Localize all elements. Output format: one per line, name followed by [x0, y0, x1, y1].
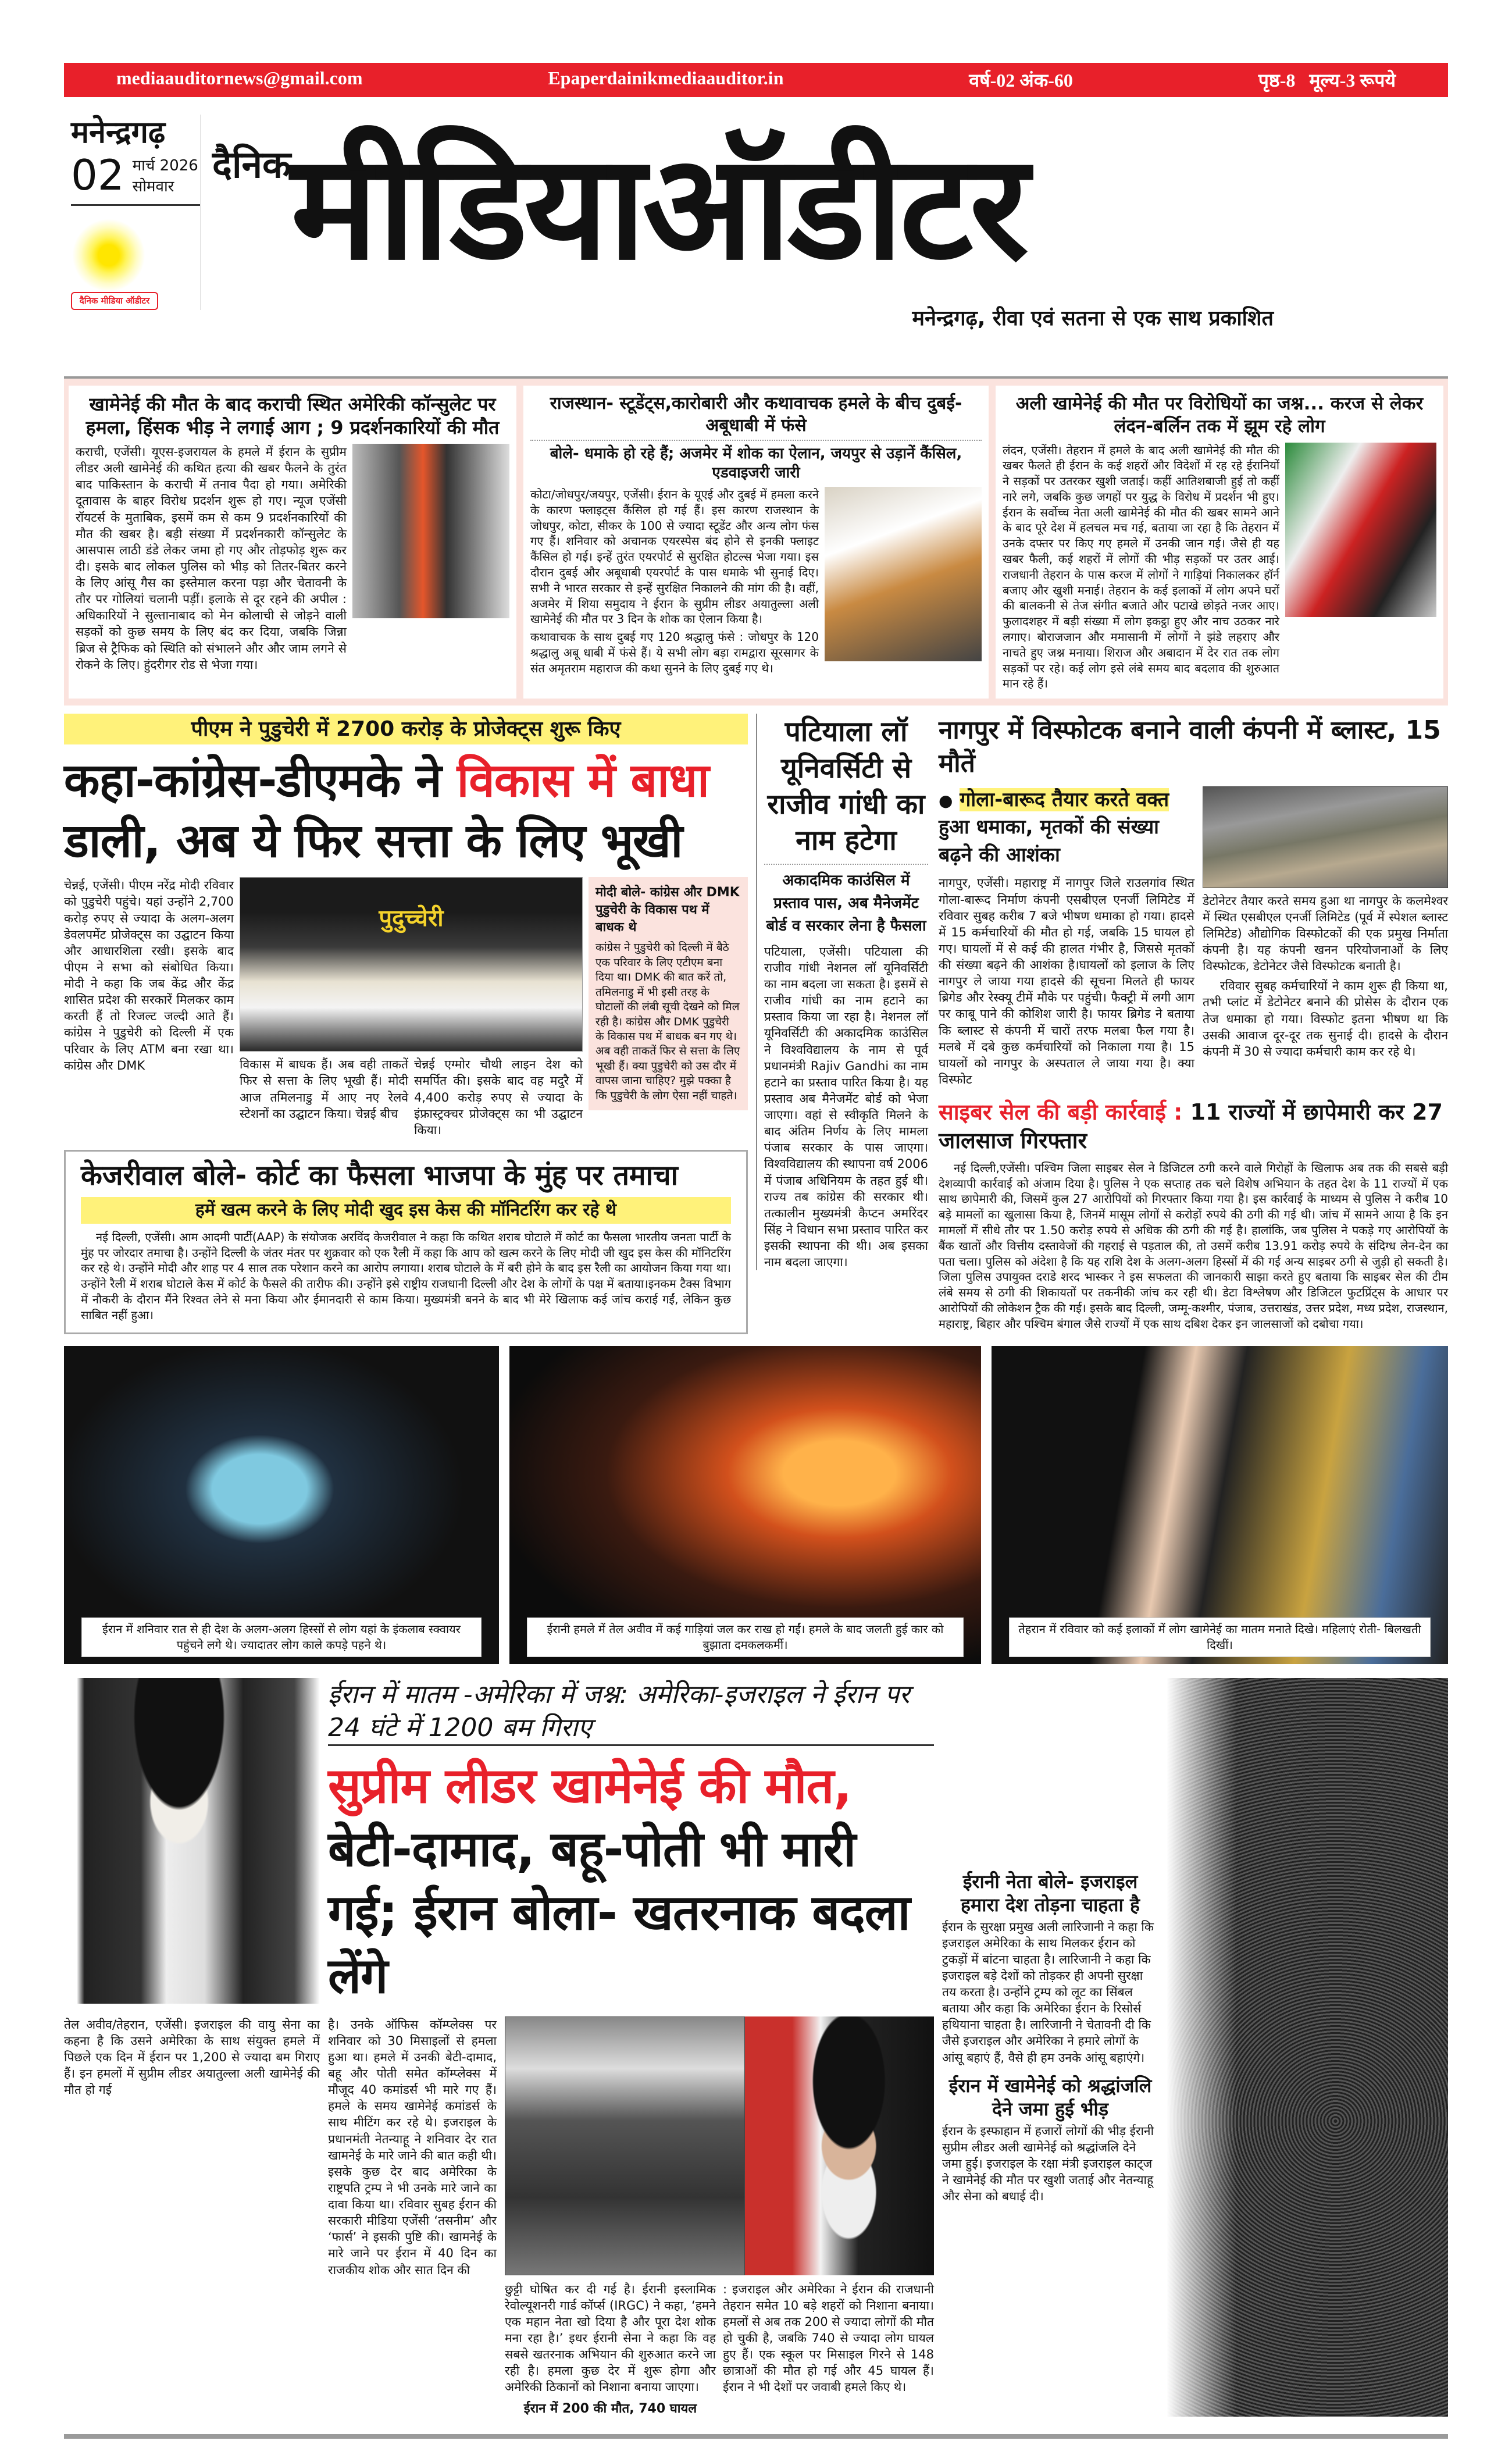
masthead-title: मीडियाऑडीटर: [291, 123, 1026, 292]
khamenei-portrait-photo: [745, 2016, 934, 2275]
headline-red-part: सुप्रीम लीडर खामेनेई की मौत,: [328, 1756, 852, 1814]
sidebar-heading: ईरान में खामेनेई को श्रद्धांजलि देने जमा हुई भीड़: [948, 2074, 1152, 2120]
masthead: [64, 115, 1448, 365]
headline: खामेनेई की मौत के बाद कराची स्थित अमेरिकी कॉन्सुलेट पर हमला, हिंसक भीड़ ने लगाई आग ; 9 प्रदर्शनकारियों की मौत: [85, 393, 500, 439]
story-kejriwal: [64, 1150, 748, 1334]
date-day: 02: [71, 151, 124, 200]
sidebar-heading: मोदी बोले- कांग्रेस और DMK पुडुचेरी के विकास पथ में बाधक थे: [595, 885, 740, 935]
photo-caption: ईरान में शनिवार रात से ही देश के अलग-अलग हिस्सों से लोग यहां के इंकलाब स्क्वायर पहुंचने लगे थे। ज्यादातर लोग काले कपड़े पहने थे।: [81, 1617, 482, 1657]
headline: केजरीवाल बोले- कोर्ट का फैसला भाजपा के मुंह पर तमाचा: [81, 1159, 678, 1192]
headline-part: कहा-कांग्रेस-डीएमके ने: [64, 753, 457, 808]
headline-part: डाली, अब ये फिर सत्ता के लिए भूखी: [64, 814, 683, 868]
subheadline: अकादमिक काउंसिल में प्रस्ताव पास, अब मैनेजमेंट बोर्ड व सरकार लेना है फैसला: [766, 871, 926, 935]
modi-body: चेन्नई, एजेंसी। पीएम नरेंद्र मोदी रविवार को पुडुचेरी पहुंचे। यहां उन्होंने 2,700 करोड़ रुपए से ज्यादा के अलग-अलग डेवलपमेंट प्रोजेक्ट्स का उद्घाटन किया और आधारशिला रखी। इसके बाद पीएम ने सभा को संबोधित किया। मोदी ने कहा कि जब केंद्र और केंद्र शासित प्रदेश की सरकारें मिलकर काम करती हैं तो रिजल्ट जल्दी आते हैं। कांग्रेस ने पुडुचेरी को दिल्ली में एक परिवार के लिए ATM बना रखा था। कांग्रेस और DMK: [64, 878, 234, 1073]
sub-highlight: गोला-बारूद तैयार करते वक्त: [960, 788, 1169, 811]
photo-caption: तेहरान में रविवार को कई इलाकों में लोग खामेनेई का मातम मनाते दिखे। महिलाएं रोती- बिलखती दिखीं।: [1009, 1617, 1431, 1657]
story-karachi: [69, 386, 516, 699]
headline-part: भी मारी गई; ईरान बोला- खतरनाक बदला लेंगे: [328, 1820, 910, 2005]
lead-col-b: है। उनके ऑफिस कॉम्प्लेक्स पर शनिवार को 30 मिसाइलों से हमला हुआ था। हमले में उनकी बेटी-दामाद, बहू और पोती समेत कॉम्प्लेक्स में मौजूद 40 कमांडर्स भी मारे गए हैं। हमले के समय खामेनेई कमांडर्स के साथ मीटिंग कर रहे थे। इजराइल के प्रधानमंती नेतन्याहू ने शनिवार देर रात खामनेई के मारे जाने की बात कही थी। इसके कुछ देर बाद अमेरिका के राष्ट्रपति ट्रम्प ने भी उनके मारे जाने का दावा किया था। रविवार सुबह ईरान की सरकारी मीडिया एजेंसी ‘तसनीम’ और ‘फार्स’ ने इसकी पुष्टि की। खामनेई के मारे जाने पर ईरान में 40 दिन का राजकीय शोक और सात दिन की: [328, 2017, 497, 2277]
headline: अली खामेनेई की मौत पर विरोधियों का जश्न... करज से लेकर लंदन-बर्लिन तक में झूम रहे लोग: [1015, 393, 1424, 437]
stranded-people-photo: [825, 487, 982, 661]
story-celebration: [996, 386, 1443, 699]
headline-part: 11 राज्यों में छापेमारी कर 27 जालसाज गिरफ्तार: [939, 1099, 1443, 1154]
burning-car-photo: [509, 1346, 981, 1664]
middle-section: [64, 714, 1448, 1334]
page-number: पृष्ठ-8: [1258, 70, 1296, 91]
kicker-highlight: पीएम ने पुडुचेरी में 2700 करोड़ के प्रोजेक्ट्स शुरू किए: [64, 714, 748, 744]
lead-kicker: ईरान में मातम -अमेरिका में जश्न: अमेरिका-इजराइल ने ईरान पर 24 घंटे में 1200 बम गिराए: [328, 1678, 934, 1746]
article-body: कोटा/जोधपुर/जयपुर, एजेंसी। ईरान के यूएई और दुबई में हमला करने के कारण फ्लाइट्स कैंसिल हो गई हैं। इस कारण राजस्थान के जोधपुर, कोटा, सीकर के 100 से ज्यादा स्टूडेंट और अन्य लोग फंस गए हैं। शनिवार को अचानक एयरस्पेस बंद होने से इनकी फ्लाइट कैंसिल हो गई। इन्हें तुरंत एयरपोर्ट से सुरक्षित होटल्स भेजा गया। इस दौरान दुबई और अबूधाबी एयरपोर्ट के पास धमाके भी सुनाई दिए। सभी ने भारत सरकार से इन्हें सुरक्षित निकालने की मांग की है। वहीं, अजमेर में शिया समुदाय ने ईरान के सुप्रीम लीडर अयातुल्ला अली खामेनेई की मौत पर 3 दिन के शोक का ऐलान किया है।: [530, 487, 819, 626]
story-patiala: [756, 714, 930, 1270]
right-column: [939, 714, 1448, 1331]
cyber-body: नई दिल्ली,एजेंसी। पश्चिम जिला साइबर सेल ने डिजिटल ठगी करने वाले गिरोहों के खिलाफ अब तक की सबसे बड़ी देशव्यापी कार्रवाई को अंजाम दिया है। पुलिस ने एक सप्ताह तक चले विशेष अभियान के तहत देश के 11 राज्यों में एक साथ छापेमारी की, जिसमें कुल 27 आरोपियों को गिरफ्तार किया गया है। इस कार्रवाई के माध्यम से पुलिस ने करीब 10 बड़े मामलों का खुलासा किया है, जिनमें मासूम लोगों से करोड़ों रुपये की ठगी की गई थी। जांच में सामने आया है कि इन मामलों में सीधे तौर पर 1.50 करोड़ रुपये से अधिक की ठगी की गई है। हालांकि, जब पुलिस ने पकड़े गए आरोपियों के बैंक खातों और वित्तीय दस्तावेजों की गहराई से पड़ताल की, तो उसमें करीब 13.91 करोड़ रुपये के संदिग्ध लेन-देन का पता चला। पुलिस को अंदेशा है कि यह राशि देश के अलग-अलग हिस्सों में की गई अन्य साइबर ठगी से जुड़ी हो सकती है। जिला पुलिस उपायुक्त दराडे शरद भास्कर ने इस सफलता की जानकारी साझा करते हुए बताया कि साइबर सेल की टीम लंबे समय से ठगी की शिकायतों पर तकनीकी जांच कर रही थी। डेटा विश्लेषण और डिजिटल फुटप्रिंट्स के आधार पर आरोपियों की लोकेशन ट्रैक की गई। इसके बाद दिल्ली, जम्मू-कश्मीर, पंजाब, उत्तराखंड, उत्तर प्रदेश, मध्य प्रदेश, राजस्थान, महाराष्ट्र, बिहार और पश्चिम बंगाल जैसे राज्यों में एक साथ दबिश देकर इन जालसाजों को दबोचा गया।: [939, 1160, 1448, 1331]
bullet-icon: ●: [939, 790, 953, 810]
modi-body-2: विकास में बाधक हैं। अब वही ताकतें फिर से सत्ता के लिए भूखी हैं। मोदी आज तमिलनाडु में आए नए रेलवे स्टेशनों का उद्घाटन किया। चेन्नई बीच: [240, 1057, 408, 1121]
blast-site-photo: [1203, 786, 1448, 888]
article-body: कराची, एजेंसी। यूएस-इजरायल के हमले में ईरान के सुप्रीम लीडर अली खामेनेई की कथित हत्या की खबर फैलने के तुरंत बाद पाकिस्तान के कराची में तनाव पैदा हो गया। अमेरिकी दूतावास के बाहर विरोध प्रदर्शन शुरू हो गए। न्यूज एजेंसी रॉयटर्स के मुताबिक, इसमें कम से कम 9 प्रदर्शनकारियों की मौत की खबर है। बड़ी संख्या में प्रदर्शनकारी कॉन्सुलेट के आसपास लाठी डंडे लेकर जमा हो गए और तोड़फोड़ शुरू कर दी। इसके बाद लोकल पुलिस को भीड़ को तितर-बितर करने के लिए आंसू गैस का इस्तेमाल करना पड़ा और चेतावनी के तौर पर गोलियां चलानी पड़ीं। इलाके से दूर रहने की अपील : अधिकारियों ने सुल्तानाबाद को मेन कोलाची से जोड़ने वाली सड़कों को कुछ समय के लिए बंद कर दिया, जबकि जिन्ना ब्रिज से ट्रैफिक को स्थिति को संभालने और और जाम लगने से रोकने के लिए। हुंदरीगर रोड से भेजा गया।: [76, 445, 347, 672]
celebration-photo: [1285, 443, 1436, 617]
nagpur-body-2: डेटोनेटर तैयार करते समय हुआ था नागपुर के कलमेश्वर में स्थित एसबीएल एनर्जी लिमिटेड (पूर्व में स्पेशल ब्लास्ट लिमिटेड) औद्योगिक विस्फोटकों की एक प्रमुख निर्माता कंपनी है। यह कंपनी खनन परियोजनाओं के लिए विस्फोटक, डेटोनेटर जैसे विस्फोटक बनाती है।: [1203, 893, 1448, 974]
edition-city: मनेन्द्रगढ़: [71, 115, 166, 150]
lead-col-c-heading: ईरान में 200 की मौत, 740 घायल: [523, 2401, 697, 2416]
modi-event-photo: [240, 877, 583, 1052]
story-rajasthan: [523, 386, 989, 699]
banner-text: पुदुच्चेरी: [379, 905, 444, 932]
top-stories-box: [64, 376, 1448, 706]
masthead-tagline: मनेन्द्रगढ़, रीवा एवं सतना से एक साथ प्रकाशित: [912, 307, 1274, 330]
lead-story: [64, 1678, 1448, 2417]
headline-part: बेटी-दामाद, बहू-पोती: [328, 1820, 703, 1878]
photo-caption: ईरानी हमले में तेल अवीव में कई गाड़ियां जल कर राख हो गईं। हमले के बाद जलती हुई कार को बुझाता दमकलकर्मी।: [527, 1617, 964, 1657]
lead-col-a: तेल अवीव/तेहरान, एजेंसी। इजराइल की वायु सेना का कहना है कि उसने अमेरिका के साथ संयुक्त हमले में पिछले एक दिन में ईरान पर 1,200 से ज्यादा बम गिराए हैं। इन हमलों में सुप्रीम लीडर अयातुल्ला अली खामेनेई की मौत हो गई: [64, 2017, 320, 2097]
sub-rest: हुआ धमाका, मृतकों की संख्या बढ़ने की आशंका: [939, 815, 1159, 867]
sidebar-body: ईरान के सुरक्षा प्रमुख अली लारिजानी ने कहा कि इजराइल अमेरिका के साथ मिलकर ईरान को टुकड़ों में बांटना चाहता है। लारिजानी ने कहा कि इजराइल बड़े देशों को तोड़कर ही अपनी सुरक्षा तय करता है। उन्होंने ट्रम्प को लूट का सिंबल बताया और कहा कि अमेरिका ईरान के रिसोर्स हथियाना चाहता है। लारिजानी ने चेतावनी दी कि जैसे इजराइल और अमेरिका ने हमारे लोगों के आंसू बहाएं हैं, वैसे ही हम उनके आंसू बहाएंगे।: [942, 1919, 1154, 2065]
email-text[interactable]: mediaauditornews@gmail.com: [116, 67, 363, 88]
inqilab-square-crowd-photo: [64, 1346, 499, 1664]
cyber-headline: [939, 1098, 1448, 1156]
price: मूल्य-3 रूपये: [1309, 70, 1396, 91]
lead-col-d: : इजराइल और अमेरिका ने ईरान की राजधानी तेहरान समेत 10 बड़े शहरों को निशाना बनाया। हमलों से अब तक 200 से ज्यादा लोगों की मौत हो चुकी है, जबकि 740 से ज्यादा लोग घायल हुए हैं। एक स्कूल पर मिसाइल गिरने से 148 छात्राओं की मौत हो गई और 45 घायल हैं। ईरान ने भी देशों पर जवाबी हमले किए थे।: [723, 2282, 934, 2395]
masthead-prefix: दैनिक: [212, 144, 291, 187]
subheadline: हमें खत्म करने के लिए मोदी खुद इस केस की मॉनिटरिंग कर रहे थे: [81, 1197, 731, 1224]
headline: पटियाला लॉ यूनिवर्सिटी से राजीव गांधी का नाम हटेगा: [767, 715, 925, 857]
destroyed-compound-photo: [505, 2016, 745, 2275]
sidebar-body: कांग्रेस ने पुडुचेरी को दिल्ली में बैठे एक परिवार के लिए एटीएम बना दिया था। DMK की बात करें तो, तमिलनाडु में भी इसी तरह के घोटालों की लंबी सूची देखने को मिल रही है। कांग्रेस और DMK पुडुचेरी के विकास पथ में बाधक बन गए थे। अब वही ताकतें फिर से सत्ता के लिए भूखी हैं। क्या पुडुचेरी को उस दौर में वापस जाना चाहिए? मुझे पक्का है कि पुडुचेरी के लोग ऐसा नहीं चाहते।: [595, 941, 740, 1102]
top-info-bar: [64, 63, 1448, 97]
article-body: पटियाला, एजेंसी। पटियाला की राजीव गांधी नेशनल लॉ यूनिवर्सिटी का नाम बदला जा सकता है। इसमें से राजीव गांधी का नाम हटाने का प्रस्ताव किया जा रहा है। नेशनल लॉ यूनिवर्सिटी की अकादमिक काउंसिल ने विश्वविद्यालय के नाम से पूर्व प्रधानमंत्री Rajiv Gandhi का नाम हटाने का प्रस्ताव पारित किया है। यह प्रस्ताव अब मैनेजमेंट बोर्ड को भेजा जाएगा। वहां से स्वीकृति मिलने के बाद अंतिम निर्णय के लिए मामला पंजाब सरकार के पास जाएगा। विश्वविद्यालय की स्थापना वर्ष 2006 में पंजाब अधिनियम के तहत हुई थी। राज्य तब कांग्रेस की सरकार थी। तत्कालीन मुख्यमंत्री कैप्टन अमरिंदर सिंह ने विधान सभा प्रस्ताव पारित कर इसकी स्थापना की थी। अब इसका नाम बदला जाएगा।: [764, 944, 928, 1270]
headline-red-part: साइबर सेल की बड़ी कार्रवाई :: [939, 1099, 1183, 1125]
article-body: नई दिल्ली, एजेंसी। आम आदमी पार्टी(AAP) के संयोजक अरविंद केजरीवाल ने कहा कि कथित शराब घोटाले में कोर्ट का फैसला भारतीय जनता पार्टी के मुंह पर जोरदार तमाचा है। उन्होंने दिल्ली के जंतर मंतर पर शुक्रवार को एक रैली में कहा कि आप को खत्म करने के लिए मोदी जी खुद इस केस की मॉनिटरिंग कर रहे थे। उन्होंने मोदी और शाह पर 4 साल तक परेशान करने का आरोप लगाया। शराब घोटाले के में बरी होने के बाद इस रैली का आयोजन किया गया था। उन्होंने रैली में शराब घोटाले केस में कोर्ट के फैसले की तारीफ की। उन्होंने इसे राष्ट्रीय राजधानी दिल्ली और देश के लोगों के पक्ष में बताया।इनकम टैक्स विभाग में नौकरी के दौरान मैंने रिश्वत लेने से मना किया और ईमानदारी से काम किया। मुख्यमंत्री बनने के बाद भी मेरे खिलाफ कई जांच कराई गईं, लेकिन कुछ साबित नहीं हुआ।: [81, 1230, 731, 1322]
date-month-year: मार्च 2026: [132, 157, 198, 175]
website-text[interactable]: Epaperdainikmediaauditor.in: [548, 67, 784, 88]
nagpur-headline: नागपुर में विस्फोटक बनाने वाली कंपनी में ब्लास्ट, 15 मौतें: [939, 715, 1441, 779]
nagpur-body: नागपुर, एजेंसी। महाराष्ट्र में नागपुर जिले राउलगांव स्थित गोला-बारूद निर्माण कंपनी एसबीएल एनर्जी लिमिटेड में रविवार सुबह करीब 7 बजे भीषण धमाका हो गया। हादसे में 15 कर्मचारियों की मौत हो गई, जबकि 15 घायल हो गए। घायलों में से कई की हालत गंभीर है, जिससे मृतकों की संख्या बढ़ने की आशंका है।घायलों को इलाज के लिए नागपुर ले जाया गया हादसे की सूचना मिलते ही फायर ब्रिगेड और रेस्क्यू टीमें मौके पर पहुंची। फैक्ट्री में लगी आग पर काबू पाने की कोशिश जारी है। फायर ब्रिगेड ने बताया कि ब्लास्ट से कंपनी में चारों तरफ मलबा फैल गया है। मलबे में दबे कुछ कर्मचारियों को निकाला गया है। 15 घायलों को नागपुर के अस्पताल ले जाया गया है। क्या विस्फोट: [939, 876, 1194, 1086]
divider: [71, 204, 200, 206]
masthead-left-panel: [64, 115, 201, 310]
nagpur-subheadline: [939, 786, 1194, 870]
tribute-crowd-photo: [1167, 1678, 1448, 2417]
photos-row: [64, 1346, 1448, 1664]
khamenei-sketch-portrait: [64, 1678, 320, 2004]
sidebar-heading: ईरानी नेता बोले- इजराइल हमारा देश तोड़ना चाहता है: [961, 1870, 1140, 1916]
date-weekday: सोमवार: [132, 178, 174, 196]
masthead-title-block: [201, 115, 1448, 332]
issue-number: वर्ष-02 अंक-60: [969, 70, 1073, 91]
nagpur-body-3: रविवार सुबह कर्मचारियों ने काम शुरू ही किया था, तभी प्लांट में डेटोनेटर बनाने की प्रोसेस के दौरान एक तेज धमाका हो गया। विस्फोट इतना भीषण था कि उसकी आवाज दूर-दूर तक सुनाई दी। हादसे के दौरान कंपनी में 30 से ज्यादा कर्मचारी काम कर रहे थे।: [1203, 979, 1448, 1059]
modi-story: [64, 877, 748, 1138]
protest-photo: [352, 444, 509, 618]
lead-sidebar: [942, 1678, 1158, 2417]
headline-red-part: विकास में बाधा: [457, 753, 709, 808]
bottom-rule: [64, 2434, 1448, 2439]
mourning-women-photo: [992, 1346, 1448, 1664]
subheadline: बोले- धमाके हो रहे हैं; अजमेर में शोक का ऐलान, जयपुर से उड़ानें कैंसिल, एडवाइजरी जारी: [550, 445, 962, 482]
story-cyber: [939, 1098, 1448, 1332]
modi-sidebar: [589, 877, 748, 1110]
left-column: [64, 714, 748, 1334]
modi-body-3: चेन्नई एग्मोर चौथी लाइन देश को समर्पित की। इसके बाद वह मदुरै में 4,400 करोड़ रुपए से ज्यादा के इंफ्रास्ट्रक्चर प्रोजेक्ट्स का भी उद्घाटन किया।: [414, 1057, 583, 1137]
article-body: लंदन, एजेंसी। तेहरान में हमले के बाद अली खामेनेई की मौत की खबर फैलते ही ईरान के कई शहरों और विदेशों में रह रहे ईरानियों ने सड़कों पर उतरकर खुशी जताई। कहीं आतिशबाजी हुई तो कहीं नारे लगे, जबकि कुछ जगहों पर युद्ध के विरोध में प्रदर्शन भी हुए। ईरान के सर्वोच्च नेता अली खामेनेई की मौत की खबर सामने आने के बाद पूरे देश में हलचल मच गई, बताया जा रहा है कि तेहरान में उनके दफ्तर पर किए गए हमले में उनकी जान गई। जैसे ही यह खबर फैली, कई शहरों में लोगों की भीड़ सड़कों पर उतर आई। राजधानी तेहरान के पास करज में लोगों ने गाड़ियां निकालकर हॉर्न बजाए और खुशी मनाई। तेहरान के कई इलाकों में लोग अपने घरों की बालकनी से तेज संगीत बजाते और पटाखे छोड़ते नजर आए। फुलादशहर में बड़ी संख्या में लोग इकट्ठा हुए और नाच उठकर नारे लगाए। बोराजजान और ममासानी में लोगों ने झंडे लहराए और नाचते हुए जश्न मनाया। शिराज और अबादान में देर रात तक लोग सड़कों पर रहे। कई लोग इसे लंबे समय बाद बदलाव की शुरुआत मान रहे हैं।: [1003, 443, 1279, 691]
sidebar-body: ईरान के इस्फाहान में हजारों लोगों की भीड़ ईरानी सुप्रीम लीडर अली खामेनेई को श्रद्धांजलि देने जमा हुई। इजराइल के रक्षा मंत्री इजराइल काट्ज ने खामेनेई की मौत पर खुशी जताई और नेतन्याहू और सेना को बधाई दी।: [942, 2123, 1154, 2204]
lead-col-c: छुट्टी घोषित कर दी गई है। ईरानी इस्लामिक रेवोल्यूशनरी गार्ड कॉर्प्स (IRGC) ने कहा, ‘हमने एक महान नेता खो दिया है और पूरा देश शोक मना रहा है।’ इधर ईरानी सेना ने कहा कि वह सबसे खतरनाक अभियान की शुरुआत करने जा रही है। हमला कुछ देर में शुरू होगा और अमेरिकी ठिकानों को निशाना बनाया जाएगा।: [505, 2282, 716, 2395]
page-info: [1258, 67, 1396, 92]
brand-logo-badge: दैनिक मीडिया ऑडीटर: [71, 292, 158, 310]
modi-headline: [64, 750, 748, 871]
lead-headline: [328, 1754, 934, 2008]
headline: राजस्थान- स्टूडेंट्स,कारोबारी और कथावाचक हमले के बीच दुबई-अबूधाबी में फंसे: [550, 393, 962, 436]
article-body-2: कथावाचक के साथ दुबई गए 120 श्रद्धालु फंसे : जोधपुर के 120 श्रद्धालु अबू धाबी में फंसे हैं। ये सभी लोग बड़ा रामद्वारा सूरसागर के संत अमृतराम महाराज की कथा सुनने के लिए दुबई गए थे।: [530, 630, 819, 675]
lead-main: [64, 1678, 934, 2417]
sun-logo-icon: [71, 211, 147, 292]
story-nagpur: [939, 786, 1448, 1088]
